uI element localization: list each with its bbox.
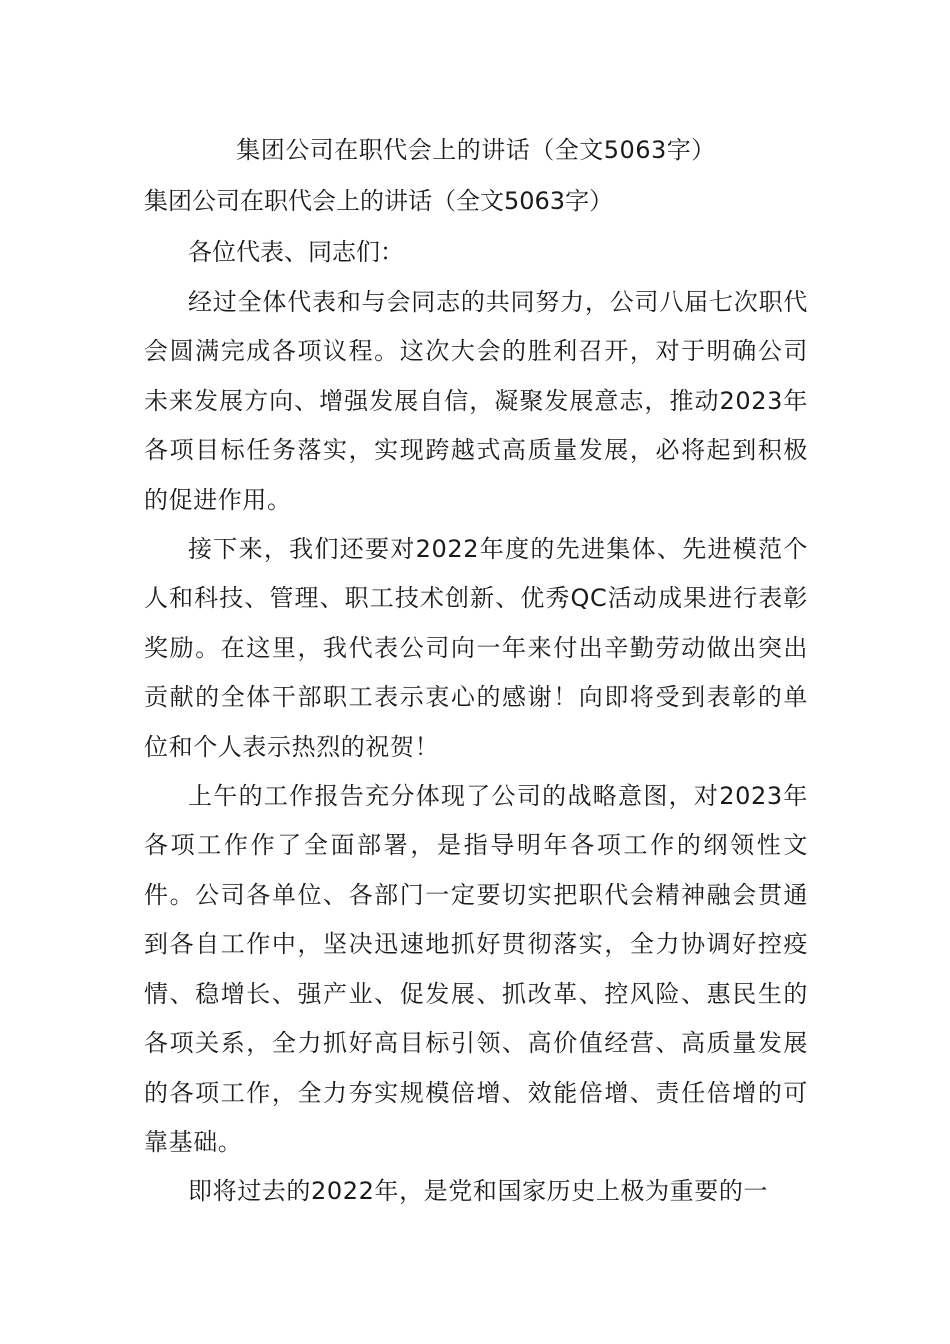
salutation: 各位代表、同志们： <box>188 238 404 266</box>
document-title: 集团公司在职代会上的讲话（全文5063字） <box>236 136 716 164</box>
document-subtitle: 集团公司在职代会上的讲话（全文5063字） <box>144 187 614 215</box>
paragraph-2: 接下来，我们还要对2022年度的先进集体、先进模范个人和科技、管理、职工技术创新、优秀QC活动成果进行表彰奖励。在这里，我代表公司向一年来付出辛勤劳动做出突出贡献的全体干部职工表示衷心的感谢！向即将受到表彰的单位和个人表示热烈的祝贺！ <box>144 535 808 761</box>
paragraph-3: 上午的工作报告充分体现了公司的战略意图，对2023年各项工作作了全面部署，是指导明年各项工作的纲领性文件。公司各单位、各部门一定要切实把职代会精神融会贯通到各自工作中，坚决迅速地抓好贯彻落实，全力协调好控疫情、稳增长、强产业、促发展、抓改革、控风险、惠民生的各项关系，全力抓好高目标引领、高价值经营、高质量发展的各项工作，全力夯实规模倍增、效能倍增、责任倍增的可靠基础。 <box>144 782 808 1156</box>
document-body <box>144 124 808 1217</box>
paragraph-4: 即将过去的2022年，是党和国家历史上极为重要的一 <box>188 1177 769 1206</box>
paragraph-1: 经过全体代表和与会同志的共同努力，公司八届七次职代会圆满完成各项议程。这次大会的胜利召开，对于明确公司未来发展方向、增强发展自信，凝聚发展意志，推动2023年各项目标任务落实，实现跨越式高质量发展，必将起到积极的促进作用。 <box>144 288 808 514</box>
